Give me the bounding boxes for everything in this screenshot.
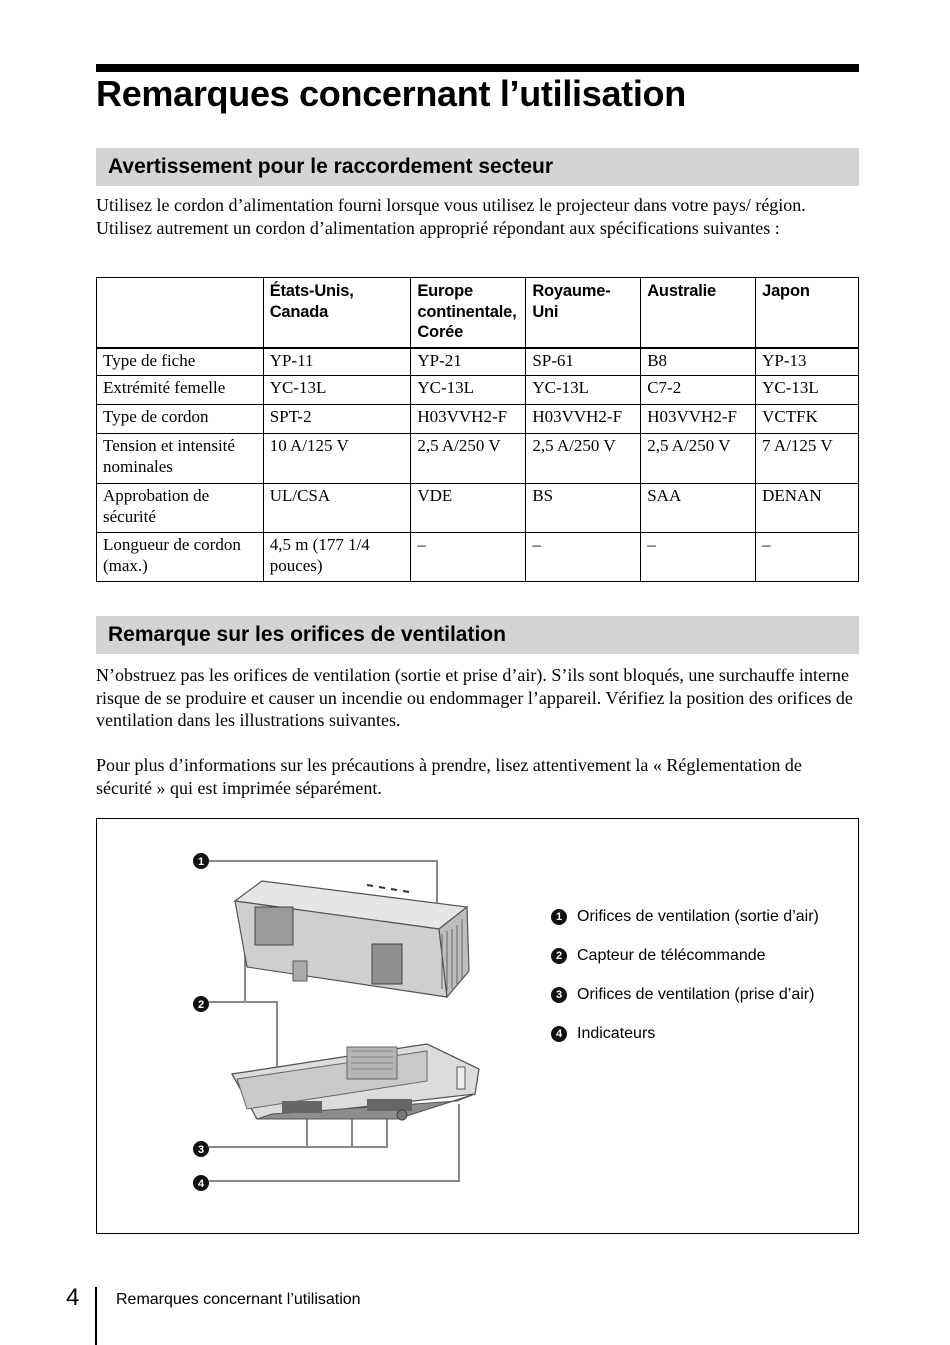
- table-header-cell: Europe continentale, Corée: [411, 278, 526, 348]
- table-row: [97, 434, 859, 484]
- legend-label: Capteur de télécommande: [577, 947, 766, 964]
- callout-4-text: 4: [197, 1178, 205, 1190]
- running-title: Remarques concernant l’utilisation: [116, 1291, 361, 1308]
- section-heading-bar: [96, 616, 859, 654]
- table-cell: BS: [526, 484, 641, 533]
- table-row: [97, 348, 859, 376]
- table-cell: YP-21: [411, 348, 526, 376]
- table-cell: YC-13L: [756, 376, 859, 405]
- projector-illustration: [97, 819, 517, 1233]
- callout-4-marker: [193, 1175, 209, 1191]
- legend-item: [551, 1024, 851, 1063]
- callout-2-marker: [193, 996, 209, 1012]
- callout-1-text: 1: [197, 856, 205, 868]
- table-row: [97, 533, 859, 582]
- legend-number: 2: [551, 948, 567, 964]
- table-cell: YC-13L: [526, 376, 641, 405]
- table-cell: H03VVH2-F: [411, 405, 526, 434]
- table-cell: –: [411, 533, 526, 582]
- table-cell: –: [526, 533, 641, 582]
- row-label: Longueur de cordon (max.): [97, 533, 264, 582]
- table-cell: 2,5 A/250 V: [641, 434, 756, 484]
- legend-label: Orifices de ventilation (sortie d’air): [577, 908, 819, 925]
- row-label: Approbation de sécurité: [97, 484, 264, 533]
- table-cell: DENAN: [756, 484, 859, 533]
- row-label: Type de fiche: [97, 348, 264, 376]
- row-label: Type de cordon: [97, 405, 264, 434]
- table-cell: SPT-2: [263, 405, 411, 434]
- table-cell: 4,5 m (177 1/4 pouces): [263, 533, 411, 582]
- safety-reference-paragraph: Pour plus d’informations sur les précautions à prendre, lisez attentivement la « Réglementation de sécurité » qui est imprimée séparément.: [96, 755, 802, 798]
- title-rule: [96, 64, 859, 72]
- table-cell: 2,5 A/250 V: [411, 434, 526, 484]
- table-cell: H03VVH2-F: [641, 405, 756, 434]
- page-title: Remarques concernant l’utilisation: [96, 73, 686, 114]
- table-header-cell: Australie: [641, 278, 756, 348]
- table-cell: 2,5 A/250 V: [526, 434, 641, 484]
- section-heading: Avertissement pour le raccordement secteur: [108, 155, 554, 178]
- projector-bottom-view: [232, 1044, 479, 1120]
- projector-top-view: [235, 881, 469, 997]
- figure-legend: [551, 907, 851, 1063]
- table-cell: H03VVH2-F: [526, 405, 641, 434]
- table-header-cell: Royaume-Uni: [526, 278, 641, 348]
- table-header-cell: Japon: [756, 278, 859, 348]
- footer-rule: [95, 1287, 97, 1345]
- table-header-row: [97, 278, 859, 348]
- intro-paragraph: Utilisez le cordon d’alimentation fourni lorsque vous utilisez le projecteur dans votre pays/ région. Utilisez autrement un cordon d’alimentation approprié répondant aux spécifications suivantes :: [96, 195, 806, 238]
- table-cell: VDE: [411, 484, 526, 533]
- table-header-cell: États-Unis, Canada: [263, 278, 411, 348]
- table-cell: 7 A/125 V: [756, 434, 859, 484]
- callout-3-marker: [193, 1141, 209, 1157]
- table-cell: C7-2: [641, 376, 756, 405]
- table-cell: YP-11: [263, 348, 411, 376]
- callout-3-text: 3: [197, 1144, 205, 1156]
- legend-number: 1: [551, 909, 567, 925]
- row-label: Tension et intensité nominales: [97, 434, 264, 484]
- section-heading-bar: [96, 148, 859, 186]
- legend-item: [551, 907, 851, 946]
- legend-number: 3: [551, 987, 567, 1003]
- callout-2-text: 2: [197, 999, 205, 1011]
- table-header-cell: [97, 278, 264, 348]
- legend-item: [551, 946, 851, 985]
- table-cell: YP-13: [756, 348, 859, 376]
- table-cell: UL/CSA: [263, 484, 411, 533]
- table-cell: B8: [641, 348, 756, 376]
- ventilation-figure: [96, 818, 859, 1234]
- row-label: Extrémité femelle: [97, 376, 264, 405]
- table-row: [97, 405, 859, 434]
- legend-number: 4: [551, 1026, 567, 1042]
- section-heading: Remarque sur les orifices de ventilation: [108, 623, 506, 646]
- legend-label: Orifices de ventilation (prise d’air): [577, 986, 815, 1003]
- table-row: [97, 376, 859, 405]
- table-cell: SP-61: [526, 348, 641, 376]
- table-cell: 10 A/125 V: [263, 434, 411, 484]
- callout-1-marker: [193, 853, 209, 869]
- ventilation-paragraph: N’obstruez pas les orifices de ventilation (sortie et prise d’air). S’ils sont bloqués, une surchauffe interne risque de se produire et causer un incendie ou endommager l’appareil. Vérifiez la position des orifices de ventilation dans les illustrations suivantes.: [96, 665, 853, 730]
- table-row: [97, 484, 859, 533]
- table-cell: –: [756, 533, 859, 582]
- table-cell: VCTFK: [756, 405, 859, 434]
- table-cell: SAA: [641, 484, 756, 533]
- page-number: 4: [66, 1284, 80, 1311]
- table-cell: YC-13L: [263, 376, 411, 405]
- legend-label: Indicateurs: [577, 1025, 656, 1042]
- legend-item: [551, 985, 851, 1024]
- table-cell: –: [641, 533, 756, 582]
- power-cord-spec-table: [96, 277, 859, 582]
- table-cell: YC-13L: [411, 376, 526, 405]
